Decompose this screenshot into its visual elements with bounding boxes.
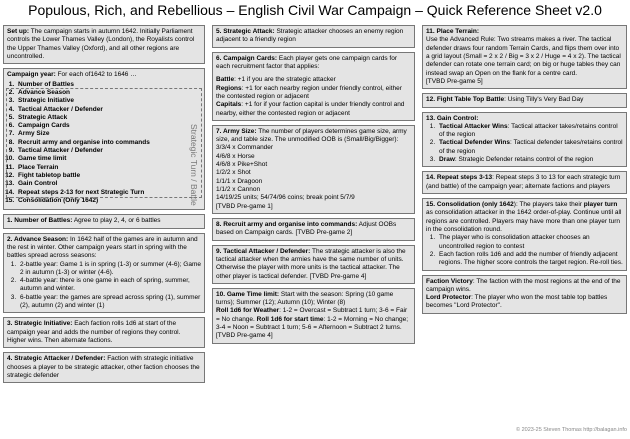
consolidation-item: 2. Each faction rolls 1d6 and add the number of friendly adjacent regions. The higher score controls the target region. Re-roll ties. (437, 251, 623, 268)
s9-heading: 9. Tactical Attacker / Defender: (216, 247, 311, 255)
strategic-turn-bracket (6, 88, 202, 198)
gain-control-item-label: Tactical Attacker Wins (439, 122, 508, 130)
s15-heading: 15. Consolidation (only 1642 (426, 201, 514, 208)
oob-line: 4/6/8 x Horse (216, 152, 255, 160)
page-title: Populous, Rich, and Rebellious – English Civil War Campaign – Quick Reference Sheet v2.0 (28, 2, 602, 18)
campaign-step: 10. Game time limit (16, 155, 201, 163)
s5-heading: 5. Strategic Attack: (216, 28, 275, 35)
consolidation-item: 1. The player who is consolidation attacker chooses an uncontrolled region to contest (437, 234, 623, 251)
setup-text: The campaign starts in autumn 1642. Initially Parliament controls the Lower Thames Valley (London), the Royalists control the Upper Thames Valley (Oxford), and all other regions are uncontrolled. (7, 28, 195, 60)
strategic-attacker-box (3, 352, 205, 383)
oob-line: 1/2/2 x Shot (216, 169, 251, 177)
lord-protector-text: : The player who won the most table top battles becomes "Lord Protector". (426, 294, 608, 310)
s5-text: Strategic attacker chooses an enemy region adjacent to a friendly region (216, 28, 404, 44)
s9-text: The strategic attacker is also the tactical attacker when the armies have the same number of units. Otherwise the player with more units is the tactical attacker. The other player is tactical defender. [TVBD Pre-game 4] (216, 247, 406, 280)
gain-control-item (437, 156, 623, 164)
campaign-step: 7. Army Size (16, 130, 201, 138)
gain-control-item (437, 139, 623, 156)
column-2 (212, 25, 415, 348)
oob-line: [TVBD Pre-game 1] (216, 202, 273, 210)
strategic-turn-label: Strategic Turn / Battle (189, 124, 199, 207)
column-1 (3, 25, 205, 387)
campaign-year-box (3, 68, 205, 210)
s10-heading: 10. Game Time limit: (216, 290, 280, 298)
s4-heading: 4. Strategic Attacker / Defender: (7, 355, 106, 363)
player-turn-label: player turn (583, 201, 618, 208)
s1-text: Agree to play 2, 4, or 6 battles (72, 217, 161, 225)
gain-control-item-text: : Tactical attacker takes/retains control of the region (439, 122, 618, 139)
campaign-text: For each of1642 to 1646 … (55, 71, 137, 79)
regions-text: : +1 for each nearby region under friendly control, either the contested region or adjacent (216, 84, 402, 100)
capitals-text: : +1 for if your faction capital is under friendly control and nearby, either the contested region or adjacent (216, 101, 405, 117)
campaign-step: 14. Repeat steps 2-13 for next Strategic Turn (16, 189, 201, 197)
advance-season-box (3, 233, 205, 314)
s11-heading: 11. Place Terrain: (426, 28, 479, 35)
lord-protector-label: Lord Protector (426, 294, 472, 302)
s12-heading: 12. Fight Table Top Battle (426, 96, 505, 104)
game-time-limit-box (212, 288, 415, 344)
s3-heading: 3. Strategic Initiative: (7, 320, 73, 328)
s8-heading: 8. Recruit army and organise into commands: (216, 220, 358, 228)
copyright-footer: © 2023-25 Steven Thomas http://balagan.info (516, 427, 627, 433)
consolidation-box (422, 198, 627, 271)
campaign-step: 4. Tactical Attacker / Defender (16, 106, 201, 114)
number-of-battles-box (3, 214, 205, 228)
s6-text: Each player gets one campaign cards for each recruitment factor that applies: (216, 54, 398, 70)
campaign-step: 5. Strategic Attack (16, 114, 201, 122)
army-size-box (212, 125, 415, 214)
strategic-initiative-box (3, 317, 205, 348)
gain-control-item-label: Tactical Defender Wins (439, 139, 510, 147)
battle-label: Battle (216, 76, 235, 84)
campaign-step: 9. Tactical Attacker / Defender (16, 147, 201, 155)
campaign-heading: Campaign year: (7, 71, 56, 79)
campaign-step: 6. Campaign Cards (16, 122, 201, 130)
s1-heading: 1. Number of Battles: (7, 217, 73, 225)
s2-heading: 2. Advance Season: (7, 235, 69, 243)
weather-text: : 1-2 = Overcast = Subtract 1 turn; 3-6 = Fair = No change. (216, 307, 408, 323)
battle-text: : +1 if you are the strategic attacker (234, 76, 336, 84)
campaign-step: 12. Fight tabletop battle (16, 172, 201, 180)
regions-label: Regions (216, 84, 242, 92)
oob-line: 3/3/4 x Commander (216, 144, 274, 152)
tactical-attacker-box (212, 245, 415, 284)
gain-control-item (437, 123, 623, 140)
column-3 (422, 25, 627, 318)
campaign-cards-box (212, 52, 415, 121)
fight-battle-box (422, 93, 627, 107)
s7-heading: 7. Army Size: (216, 127, 257, 135)
campaign-step: 13. Gain Control (16, 180, 201, 188)
recruit-army-box (212, 218, 415, 241)
oob-line: 4/6/8 x Pike+Shot (216, 161, 268, 169)
campaign-step: 11. Place Terrain (16, 164, 201, 172)
victory-label: Faction Victory (426, 277, 473, 285)
season-item: 3. 6-battle year: the games are spread across spring (1), summer (2), autumn (2) and winter (1) (18, 294, 201, 311)
campaign-step: 15. Consolidation (Only 1642) (16, 197, 201, 205)
s12-text: : Using Tilly's Very Bad Day (504, 96, 584, 104)
victory-box (422, 275, 627, 314)
oob-line: 14/19/25 units; 54/74/96 coins; break point 5/7/9 (216, 194, 355, 202)
s15-text: ): The players take their (513, 201, 584, 208)
campaign-step: 8. Recruit army and organise into commands (16, 139, 201, 147)
s11-text: Use the Advanced Rule: Two streams makes a river. The tactical defender draws four random Terrain Cards, and flips them over into a grid layout (Small = 2 x 2 / Big = 3 x 2 / Huge = 4 x 2). The tactical defender can rotate one terrain card; on big or huge tables they can instead swap an Open on the flank for a centre card. (426, 36, 621, 77)
gain-control-item-label: Draw (439, 156, 455, 164)
setup-heading: Set up: (7, 28, 30, 35)
season-item: 2. 4-battle year: there is one game in each of spring, summer, autumn and winter. (18, 277, 201, 294)
campaign-step: 2. Advance Season (16, 89, 201, 97)
weather-label: Roll 1d6 for Weather (216, 307, 280, 315)
s13-heading: 13. Gain Control: (426, 114, 479, 122)
strategic-attack-box (212, 25, 415, 48)
s4-text: Faction with strategic initiative chooses a player to be strategic attacker, other faction chooses the strategic defender (7, 355, 200, 379)
s14-text: : Repeat steps 3 to 13 for each strategic turn (and battle) of the campaign year; alternate factions and players (426, 174, 621, 190)
s14-heading: 14. Repeat steps 3-13 (426, 174, 493, 182)
s2-text: In 1642 half of the games are in autumn and the rest in winter. Other campaign years start in spring with the battles spread across seasons: (7, 235, 198, 260)
oob-line: 1/1/1 x Dragoon (216, 177, 263, 185)
s15-text-2: as consolidation attacker in the 1642 order-of-play. Continue until all regions are controlled. Players may have more than one player turn in the consolidation round. (426, 209, 622, 233)
gain-control-box (422, 112, 627, 168)
repeat-steps-box (422, 171, 627, 194)
place-terrain-box (422, 25, 627, 89)
gain-control-item-text: : Strategic Defender retains control of the region (454, 156, 594, 164)
s6-heading: 6. Campaign Cards: (216, 54, 278, 62)
capitals-label: Capitals (216, 101, 242, 109)
start-time-text: : 1-2 = Morning = No change; 3-4 = Noon = Subtract 1 turn; 5-6 = Afternoon = Subtract 2 turns. [TVBD Pre-game 4] (216, 315, 409, 340)
season-item: 1. 2-battle year: Game 1 is in spring (1-3) or summer (4-6); Game 2 in autumn (1-3) or winter (4-6). (18, 261, 201, 278)
campaign-step: 1. Number of Battles (16, 81, 201, 89)
start-time-label: Roll 1d6 for start time (256, 315, 324, 323)
gain-control-item-text: : Tactical defender takes/retains control of the region (439, 139, 623, 155)
oob-line: 1/1/2 x Cannon (216, 186, 261, 193)
s7-text: The number of players determines game size, army size, and table size. The unmodified OOB is (Small/Big/Bigger): (216, 127, 407, 144)
s11-ref: [TVBD Pre-game 5] (426, 77, 483, 85)
setup-box (3, 25, 205, 64)
victory-text: : The faction with the most regions at the end of the campaign wins. (426, 277, 621, 293)
s10-text: Start with the season: Spring (10 game turns); Summer (12); Autumn (10); Winter (8) (216, 290, 394, 307)
campaign-step: 3. Strategic Initiative (16, 97, 201, 105)
s8-text: Adjust OOBs based on Campaign cards. [TVBD Pre-game 2] (216, 220, 397, 237)
s3-text: Each faction rolls 1d6 at start of the campaign year and adds the number of regions they control. Higher wins. Then alternate factions. (7, 320, 181, 344)
